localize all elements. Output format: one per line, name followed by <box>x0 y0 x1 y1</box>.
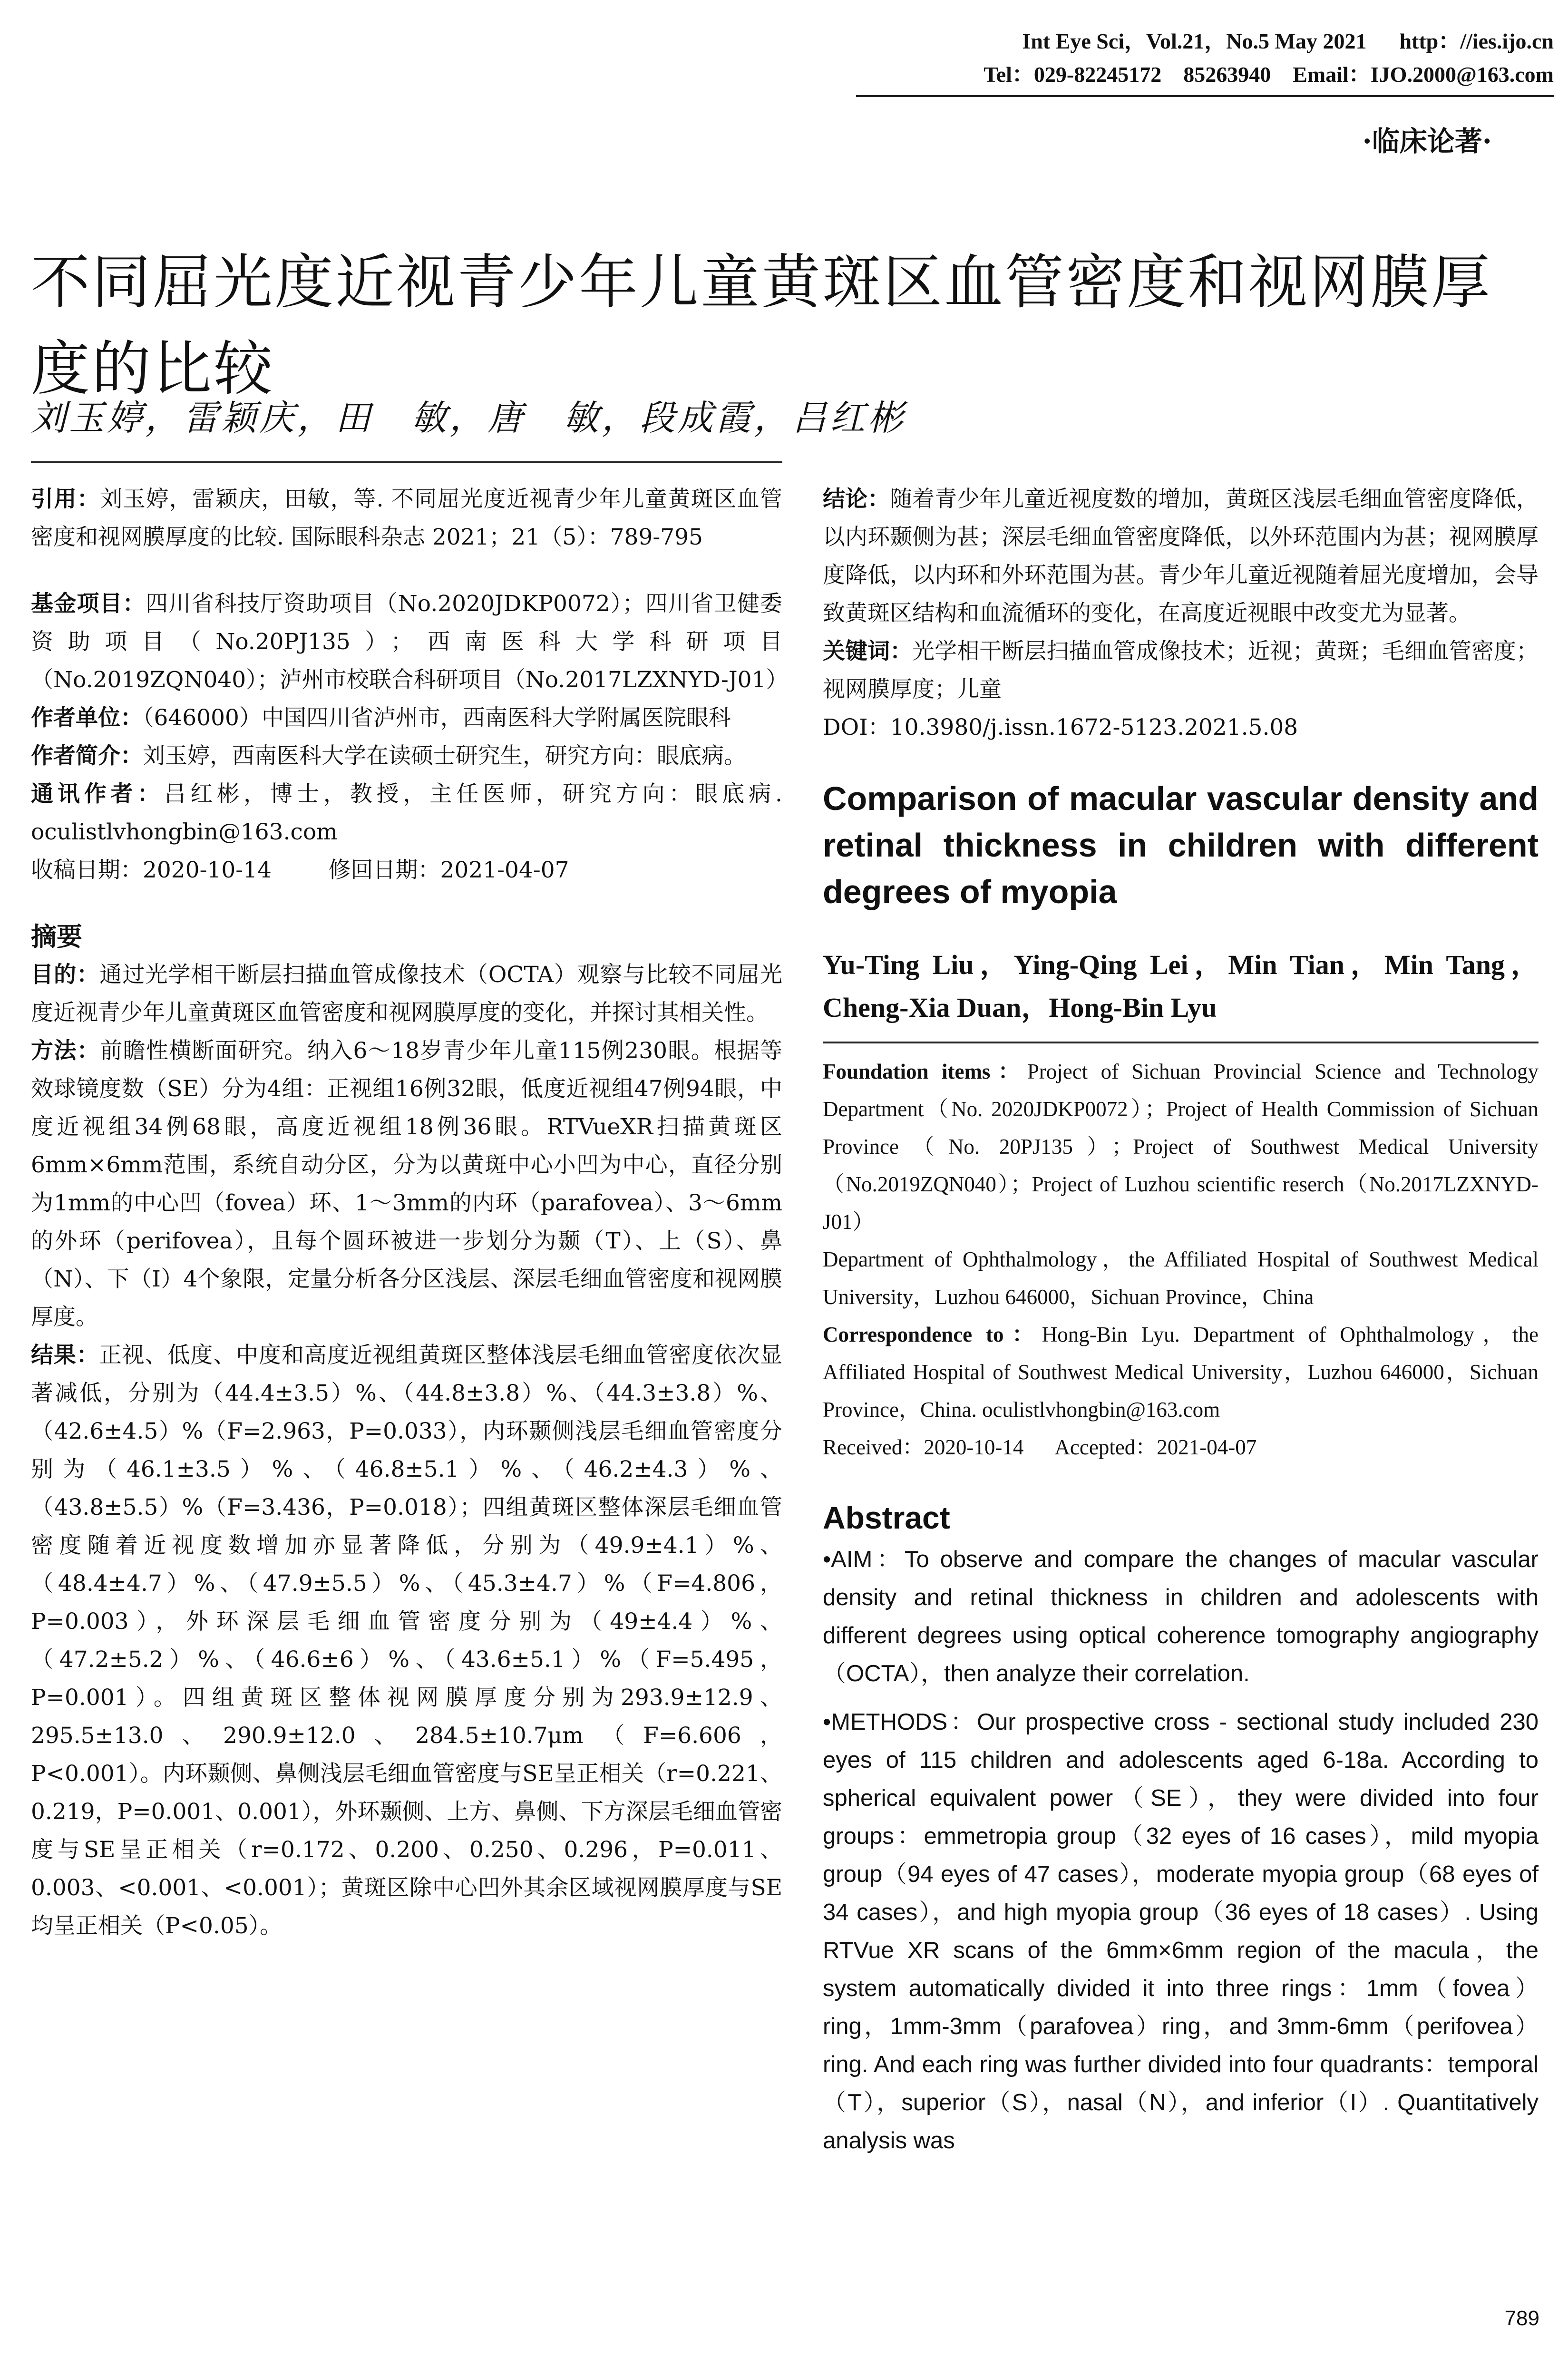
methods-label: 方法： <box>31 1038 100 1064</box>
affiliation-text: （646000）中国四川省泸州市，西南医科大学附属医院眼科 <box>143 705 731 731</box>
citation-text: 刘玉婷，雷颖庆，田敏，等. 不同屈光度近视青少年儿童黄斑区血管密度和视网膜厚度的比较. 国际眼科杂志 2021；21（5）：789-795 <box>31 486 782 550</box>
results-label: 结果： <box>31 1342 99 1368</box>
foundation-text: Project of Sichuan Provincial Science and Technology Department（No. 2020JDKP0072）；Project of Health Commission of Sichuan Province（No. 20PJ135）；Project of Southwest Medical University（No.2019ZQN040）；Project of Luzhou scientific reserch（No.2017LZXNYD-J01） <box>823 1060 1539 1234</box>
methods-en: •METHODS：Our prospective cross - sectional study included 230 eyes of 115 children and adolescents aged 6-18a. According to spherical equivalent power（SE），they were divided into four groups：emmetropia group（32 eyes of 16 cases），mild myopia group（94 eyes of 47 cases），moderate myopia group（68 eyes of 34 cases），and high myopia group（36 eyes of 18 cases）. Using RTVue XR scans of the 6mm×6mm region of the macula，the system automatically divided it into three rings：1mm（fovea）ring，1mm-3mm（parafovea）ring，and 3mm-6mm（perifovea）ring. And each ring was further divided into four quadrants：temporal（T），superior（S），nasal（N），and inferior（I）. Quantitatively analysis was <box>823 1709 1539 2153</box>
author-bio-text: 刘玉婷，西南医科大学在读硕士研究生，研究方向：眼底病。 <box>143 743 746 769</box>
methods-cn <box>31 1032 782 1336</box>
author-bio <box>31 737 782 775</box>
funding <box>31 585 789 699</box>
keywords-text: 光学相干断层扫描血管成像技术；近视；黄斑；毛细血管密度；视网膜厚度；儿童 <box>823 638 1539 702</box>
revised-date: 2021-04-07 <box>440 857 569 883</box>
citation-label: 引用： <box>31 486 100 512</box>
abstract-heading-cn: 摘要 <box>31 922 82 952</box>
funding-label: 基金项目： <box>31 591 146 617</box>
abstract-title-en: Abstract <box>823 1500 950 1535</box>
correspondence-text: Hong-Bin Lyu. Department of Ophthalmology，the Affiliated Hospital of Southwest Medical University，Luzhou 646000，Sichuan Province，China. oculistlvhongbin@163.com <box>823 1323 1539 1422</box>
funding-text: 四川省科技厅资助项目（No.2020JDKP0072）；四川省卫健委资助项目（No.20PJ135）；西南医科大学科研项目（No.2019ZQN040）；泸州市校联合科研项目（No.2017LZXNYD-J01） <box>31 591 789 693</box>
corresponding-author-text: 吕红彬，博士，教授，主任医师，研究方向：眼底病. oculistlvhongbin@163.com <box>31 781 782 845</box>
english-dates: Received：2020-10-14 Accepted：2021-04-07 <box>823 1435 1257 1459</box>
english-authors-rule <box>823 1042 1539 1043</box>
right-column <box>823 480 1539 2160</box>
authors-chinese: 刘玉婷，雷颖庆，田 敏，唐 敏，段成霞，吕红彬 <box>31 398 906 438</box>
aim-label: 目的： <box>31 962 100 988</box>
section-tag: ·临床论著· <box>1362 125 1492 157</box>
dates <box>31 851 782 889</box>
foundation-items <box>823 1053 1539 1241</box>
affiliation-label: 作者单位： <box>31 705 143 731</box>
left-column <box>31 480 789 1945</box>
conclusion-cn <box>823 480 1539 633</box>
conclusion-label: 结论： <box>823 486 890 512</box>
journal-header-line-2: Tel：029-82245172 85263940 Email：IJO.2000@163.com <box>984 62 1554 87</box>
aim-en: •AIM：To observe and compare the changes of macular vascular density and retinal thickness in children and adolescents with different degrees using optical coherence tomography angiography（OCTA），then analyze their correlation. <box>823 1547 1539 1686</box>
keywords-label: 关键词： <box>823 638 913 664</box>
keywords-cn <box>823 633 1539 709</box>
english-authors: Yu-Ting Liu，Ying-Qing Lei，Min Tian，Min Tang，Cheng-Xia Duan，Hong-Bin Lyu <box>823 949 1539 1023</box>
corresponding-author <box>31 775 782 851</box>
received-date: 2020-10-14 <box>143 857 272 883</box>
correspondence <box>823 1316 1539 1429</box>
header-rule <box>856 95 1554 97</box>
received-label: 收稿日期： <box>31 857 143 883</box>
aim-cn <box>31 956 782 1032</box>
correspondence-label: Correspondence to： <box>823 1323 1042 1346</box>
article-title: 不同屈光度近视青少年儿童黄斑区血管密度和视网膜厚度的比较 <box>31 248 1492 404</box>
journal-header-line-1: Int Eye Sci，Vol.21，No.5 May 2021 http：//ies.ijo.cn <box>1022 29 1554 53</box>
author-bio-label: 作者简介： <box>31 743 143 769</box>
conclusion-text: 随着青少年儿童近视度数的增加，黄斑区浅层毛细血管密度降低，以内环颞侧为甚；深层毛细血管密度降低，以外环范围内为甚；视网膜厚度降低，以内环和外环范围为甚。青少年儿童近视随着屈光度增加，会导致黄斑区结构和血流循环的变化，在高度近视眼中改变尤为显著。 <box>823 486 1539 626</box>
citation <box>31 480 782 556</box>
aim-text: 通过光学相干断层扫描血管成像技术（OCTA）观察与比较不同屈光度近视青少年儿童黄斑区血管密度和视网膜厚度的变化，并探讨其相关性。 <box>31 962 782 1026</box>
doi: DOI：10.3980/j.issn.1672-5123.2021.5.08 <box>823 714 1298 740</box>
results-text: 正视、低度、中度和高度近视组黄斑区整体浅层毛细血管密度依次显著减低，分别为（44.4±3.5）%、（44.8±3.8）%、（44.3±3.8）%、（42.6±4.5）%（F=2.963，P=0.033），内环颞侧浅层毛细血管密度分别为（46.1±3.5）%、（46.8±5.1）%、（46.2±4.3）%、（43.8±5.5）%（F=3.436，P=0.018）；四组黄斑区整体深层毛细血管密度随着近视度数增加亦显著降低，分别为（49.9±4.1）%、（48.4±4.7）%、（47.9±5.5）%、（45.3±4.7）%（F=4.806，P=0.003），外环深层毛细血管密度分别为（49±4.4）%、（47.2±5.2）%、（46.6±6）%、（43.6±5.1）%（F=5.495，P=0.001）。四组黄斑区整体视网膜厚度分别为293.9±12.9、295.5±13.0、290.9±12.0、284.5±10.7μm（F=6.606，P<0.001）。内环颞侧、鼻侧浅层毛细血管密度与SE呈正相关（r=0.221、0.219，P=0.001、0.001），外环颞侧、上方、鼻侧、下方深层毛细血管密度与SE呈正相关（r=0.172、0.200、0.250、0.296，P=0.011、0.003、<0.001、<0.001）；黄斑区除中心凹外其余区域视网膜厚度与SE均呈正相关（P<0.05）。 <box>31 1342 782 1939</box>
results-cn <box>31 1336 782 1945</box>
affiliation <box>31 699 782 737</box>
title-divider <box>31 461 782 463</box>
foundation-label: Foundation items： <box>823 1060 1027 1083</box>
english-title: Comparison of macular vascular density and retinal thickness in children with different degrees of myopia <box>823 780 1539 910</box>
page-number: 789 <box>1504 2307 1539 2330</box>
department: Department of Ophthalmology，the Affiliated Hospital of Southwest Medical University，Luzhou 646000，Sichuan Province，China <box>823 1247 1539 1309</box>
corresponding-author-label: 通讯作者： <box>31 781 164 807</box>
revised-label: 修回日期： <box>328 857 440 883</box>
methods-text: 前瞻性横断面研究。纳入6～18岁青少年儿童115例230眼。根据等效球镜度数（SE）分为4组：正视组16例32眼，低度近视组47例94眼，中度近视组34例68眼，高度近视组18例36眼。RTVueXR扫描黄斑区6mm×6mm范围，系统自动分区，分为以黄斑中心小凹为中心，直径分别为1mm的中心凹（fovea）环、1～3mm的内环（parafovea）、3～6mm的外环（perifovea），且每个圆环被进一步划分为颞（T）、上（S）、鼻（N）、下（I）4个象限，定量分析各分区浅层、深层毛细血管密度和视网膜厚度。 <box>31 1038 782 1330</box>
